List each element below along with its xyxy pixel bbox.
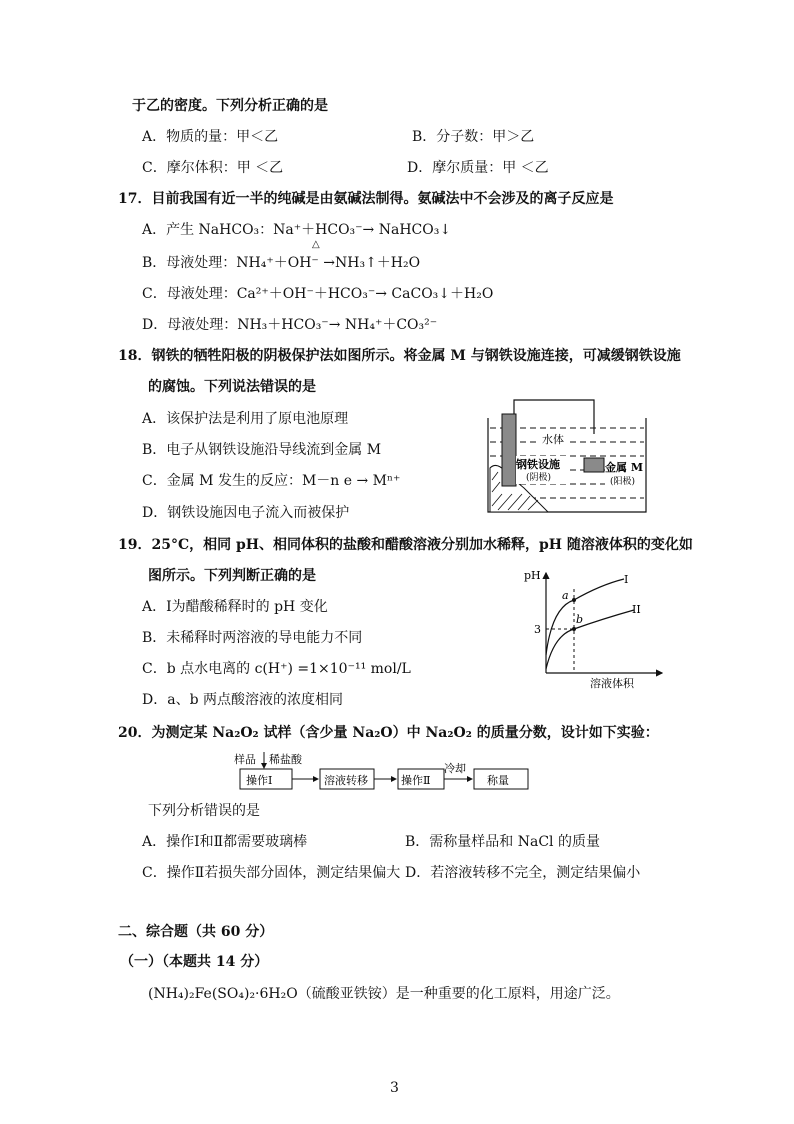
q19-option-d: D．a、b 两点酸溶液的浓度相同 [142, 692, 343, 708]
q19-option-c: C．b 点水电离的 c(H⁺) =1×10⁻¹¹ mol/L [142, 661, 411, 677]
steel-rod [502, 414, 516, 486]
q17-option-d: D．母液处理：NH₃＋HCO₃⁻→ NH₄⁺＋CO₃²⁻ [142, 317, 438, 333]
flow-cool-label: 冷却 [444, 762, 466, 775]
flow-box-3-label: 操作Ⅱ [401, 774, 431, 787]
q20-prompt: 下列分析错误的是 [148, 803, 260, 819]
q18-option-c: C．金属 M 发生的反应：M－n e → Mⁿ⁺ [142, 473, 401, 489]
q16-stem-tail: 于乙的密度。下列分析正确的是 [132, 98, 328, 114]
curve-ii-label: II [632, 603, 641, 616]
q20-option-a: A．操作Ⅰ和Ⅱ都需要玻璃棒 [142, 834, 308, 850]
experiment-flowchart [232, 748, 532, 794]
q20-option-c: C．操作Ⅱ若损失部分固体，测定结果偏大 [142, 865, 401, 881]
q18-option-b: B．电子从钢铁设施沿导线流到金属 M [142, 442, 382, 458]
metal-m-block [584, 458, 604, 472]
y-axis-label: pH [524, 569, 541, 582]
q17-option-a: A．产生 NaHCO₃：Na⁺＋HCO₃⁻→ NaHCO₃↓ [142, 222, 452, 238]
point-b-label: b [576, 613, 584, 626]
q17-stem: 17．目前我国有近一半的纯碱是由氨碱法制得。氨碱法中不会涉及的离子反应是 [118, 191, 614, 207]
heat-symbol: △ [312, 239, 320, 250]
section-2-part-1: （一）（本题共 14 分） [120, 954, 269, 970]
q17-option-c: C．母液处理：Ca²⁺＋OH⁻＋HCO₃⁻→ CaCO₃↓＋H₂O [142, 286, 494, 302]
connecting-wire [514, 400, 594, 434]
water-label: 水体 [542, 433, 564, 446]
steel-label: 钢铁设施 [516, 458, 560, 471]
q16-option-b: B．分子数：甲＞乙 [412, 129, 535, 145]
q16-option-d: D．摩尔质量：甲 ＜乙 [407, 160, 549, 176]
q17-option-b: B．母液处理：NH₄⁺＋OH⁻ →NH₃↑＋H₂O [142, 255, 421, 271]
steel-sub-label: (阴极) [526, 473, 552, 483]
q19-stem-1: 19．25°C，相同 pH、相同体积的盐酸和醋酸溶液分别加水稀释，pH 随溶液体积的变化如 [118, 537, 693, 553]
section-2-title: 二、综合题（共 60 分） [118, 924, 274, 940]
q19-option-b: B．未稀释时两溶液的导电能力不同 [142, 630, 363, 646]
curve-ii [546, 610, 634, 669]
flow-box-4-label: 称量 [487, 774, 509, 787]
page-number: 3 [390, 1080, 399, 1096]
flow-input-sample: 样品 [234, 753, 256, 766]
q18-stem-1: 18．钢铁的牺牲阳极的阴极保护法如图所示。将金属 M 与钢铁设施连接，可减缓钢铁设施 [118, 348, 681, 364]
q20-stem: 20．为测定某 Na₂O₂ 试样（含少量 Na₂O）中 Na₂O₂ 的质量分数，设计如下实验： [118, 725, 659, 741]
q20-option-d: D．若溶液转移不完全，测定结果偏小 [405, 865, 641, 881]
q16-option-c: C．摩尔体积：甲 ＜乙 [142, 160, 284, 176]
q19-stem-2: 图所示。下列判断正确的是 [148, 568, 316, 584]
q19-option-a: A．Ⅰ为醋酸稀释时的 pH 变化 [142, 599, 328, 615]
metal-sub-label: (阳极) [610, 477, 636, 487]
cathodic-protection-figure [484, 396, 654, 518]
point-a-label: a [562, 589, 569, 602]
metal-label: 金属 M [605, 461, 644, 474]
curve-i-label: I [624, 573, 629, 586]
q18-option-a: A．该保护法是利用了原电池原理 [142, 411, 349, 427]
tick-3-label: 3 [534, 623, 541, 636]
point-a [572, 598, 576, 602]
curve-i [546, 579, 624, 655]
q16-option-a: A．物质的量：甲＜乙 [142, 129, 279, 145]
x-axis-label: 溶液体积 [590, 677, 634, 690]
q18-option-d: D．钢铁设施因电子流入而被保护 [142, 505, 350, 521]
q18-stem-2: 的腐蚀。下列说法错误的是 [148, 379, 316, 395]
flow-box-1-label: 操作Ⅰ [246, 774, 273, 787]
flow-box-2-label: 溶液转移 [324, 774, 368, 787]
q20-option-b: B．需称量样品和 NaCl 的质量 [405, 834, 600, 850]
ph-dilution-graph [520, 563, 670, 691]
flow-input-acid: 稀盐酸 [269, 753, 302, 766]
point-b [572, 627, 576, 631]
section-2-intro: (NH₄)₂Fe(SO₄)₂·6H₂O（硫酸亚铁铵）是一种重要的化工原料，用途广泛。 [148, 986, 620, 1002]
